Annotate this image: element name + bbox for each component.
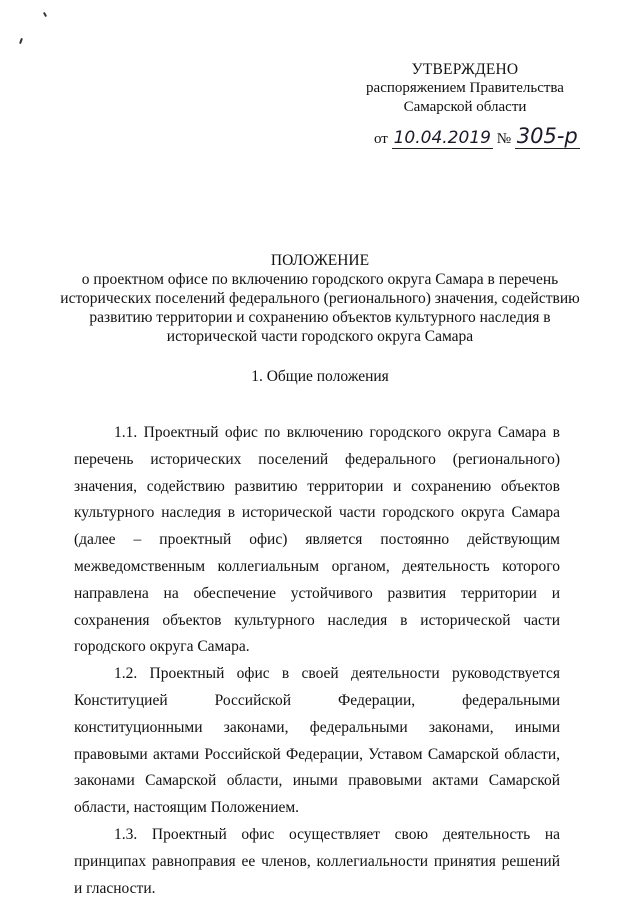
document-subtitle: о проектном офисе по включению городского округа Самара в перечень исторических поселений федерального (регионального) значения, содействию развитию территории и сохранению объектов культурного наследия в исторической части городского округа Самара (60, 271, 580, 345)
document-title (60, 251, 580, 346)
approval-block (350, 60, 580, 117)
paragraph-1-2: 1.2. Проектный офис в своей деятельности руководствуется Конституцией Российской Федерации, федеральными конституционными законами, федеральными законами, иными правовыми актами Российской Федерации, Уставом Самарской области, законами Самарской области, иными правовыми актами Самарской области, настоящим Положением. (74, 665, 560, 817)
scan-mark-left (19, 38, 23, 44)
order-number-handwritten: 305-р (516, 124, 578, 148)
order-date-number (374, 124, 580, 148)
paragraph-1-3: 1.3. Проектный офис осуществляет свою деятельность на принципах равноправия ее членов, коллегиальности принятия решений и гласности. (74, 825, 560, 897)
paragraph-1-1: 1.1. Проектный офис по включению городского округа Самара в перечень исторических поселений федерального (регионального) значения, содействию развитию территории и сохранению объектов культурного наследия в исторической части городского округа Самара (далее – проектный офис) является постоянно действующим межведомственным коллегиальным органом, деятельность которого направлена на обеспечение устойчивого развития территории и сохранения объектов культурного наследия в исторической части городского округа Самара. (74, 424, 560, 656)
approval-line-1: распоряжением Правительства (366, 80, 564, 96)
order-prefix: от (374, 131, 388, 147)
approval-line-2: Самарской области (403, 99, 527, 115)
order-number-sign: № (496, 131, 512, 147)
scan-mark-top (43, 12, 47, 17)
order-date-handwritten: 10.04.2019 (393, 128, 491, 148)
document-body (74, 420, 560, 902)
document-heading: ПОЛОЖЕНИЕ (270, 252, 370, 269)
approval-heading: УТВЕРЖДЕНО (411, 61, 519, 78)
section-heading: 1. Общие положения (251, 368, 389, 385)
